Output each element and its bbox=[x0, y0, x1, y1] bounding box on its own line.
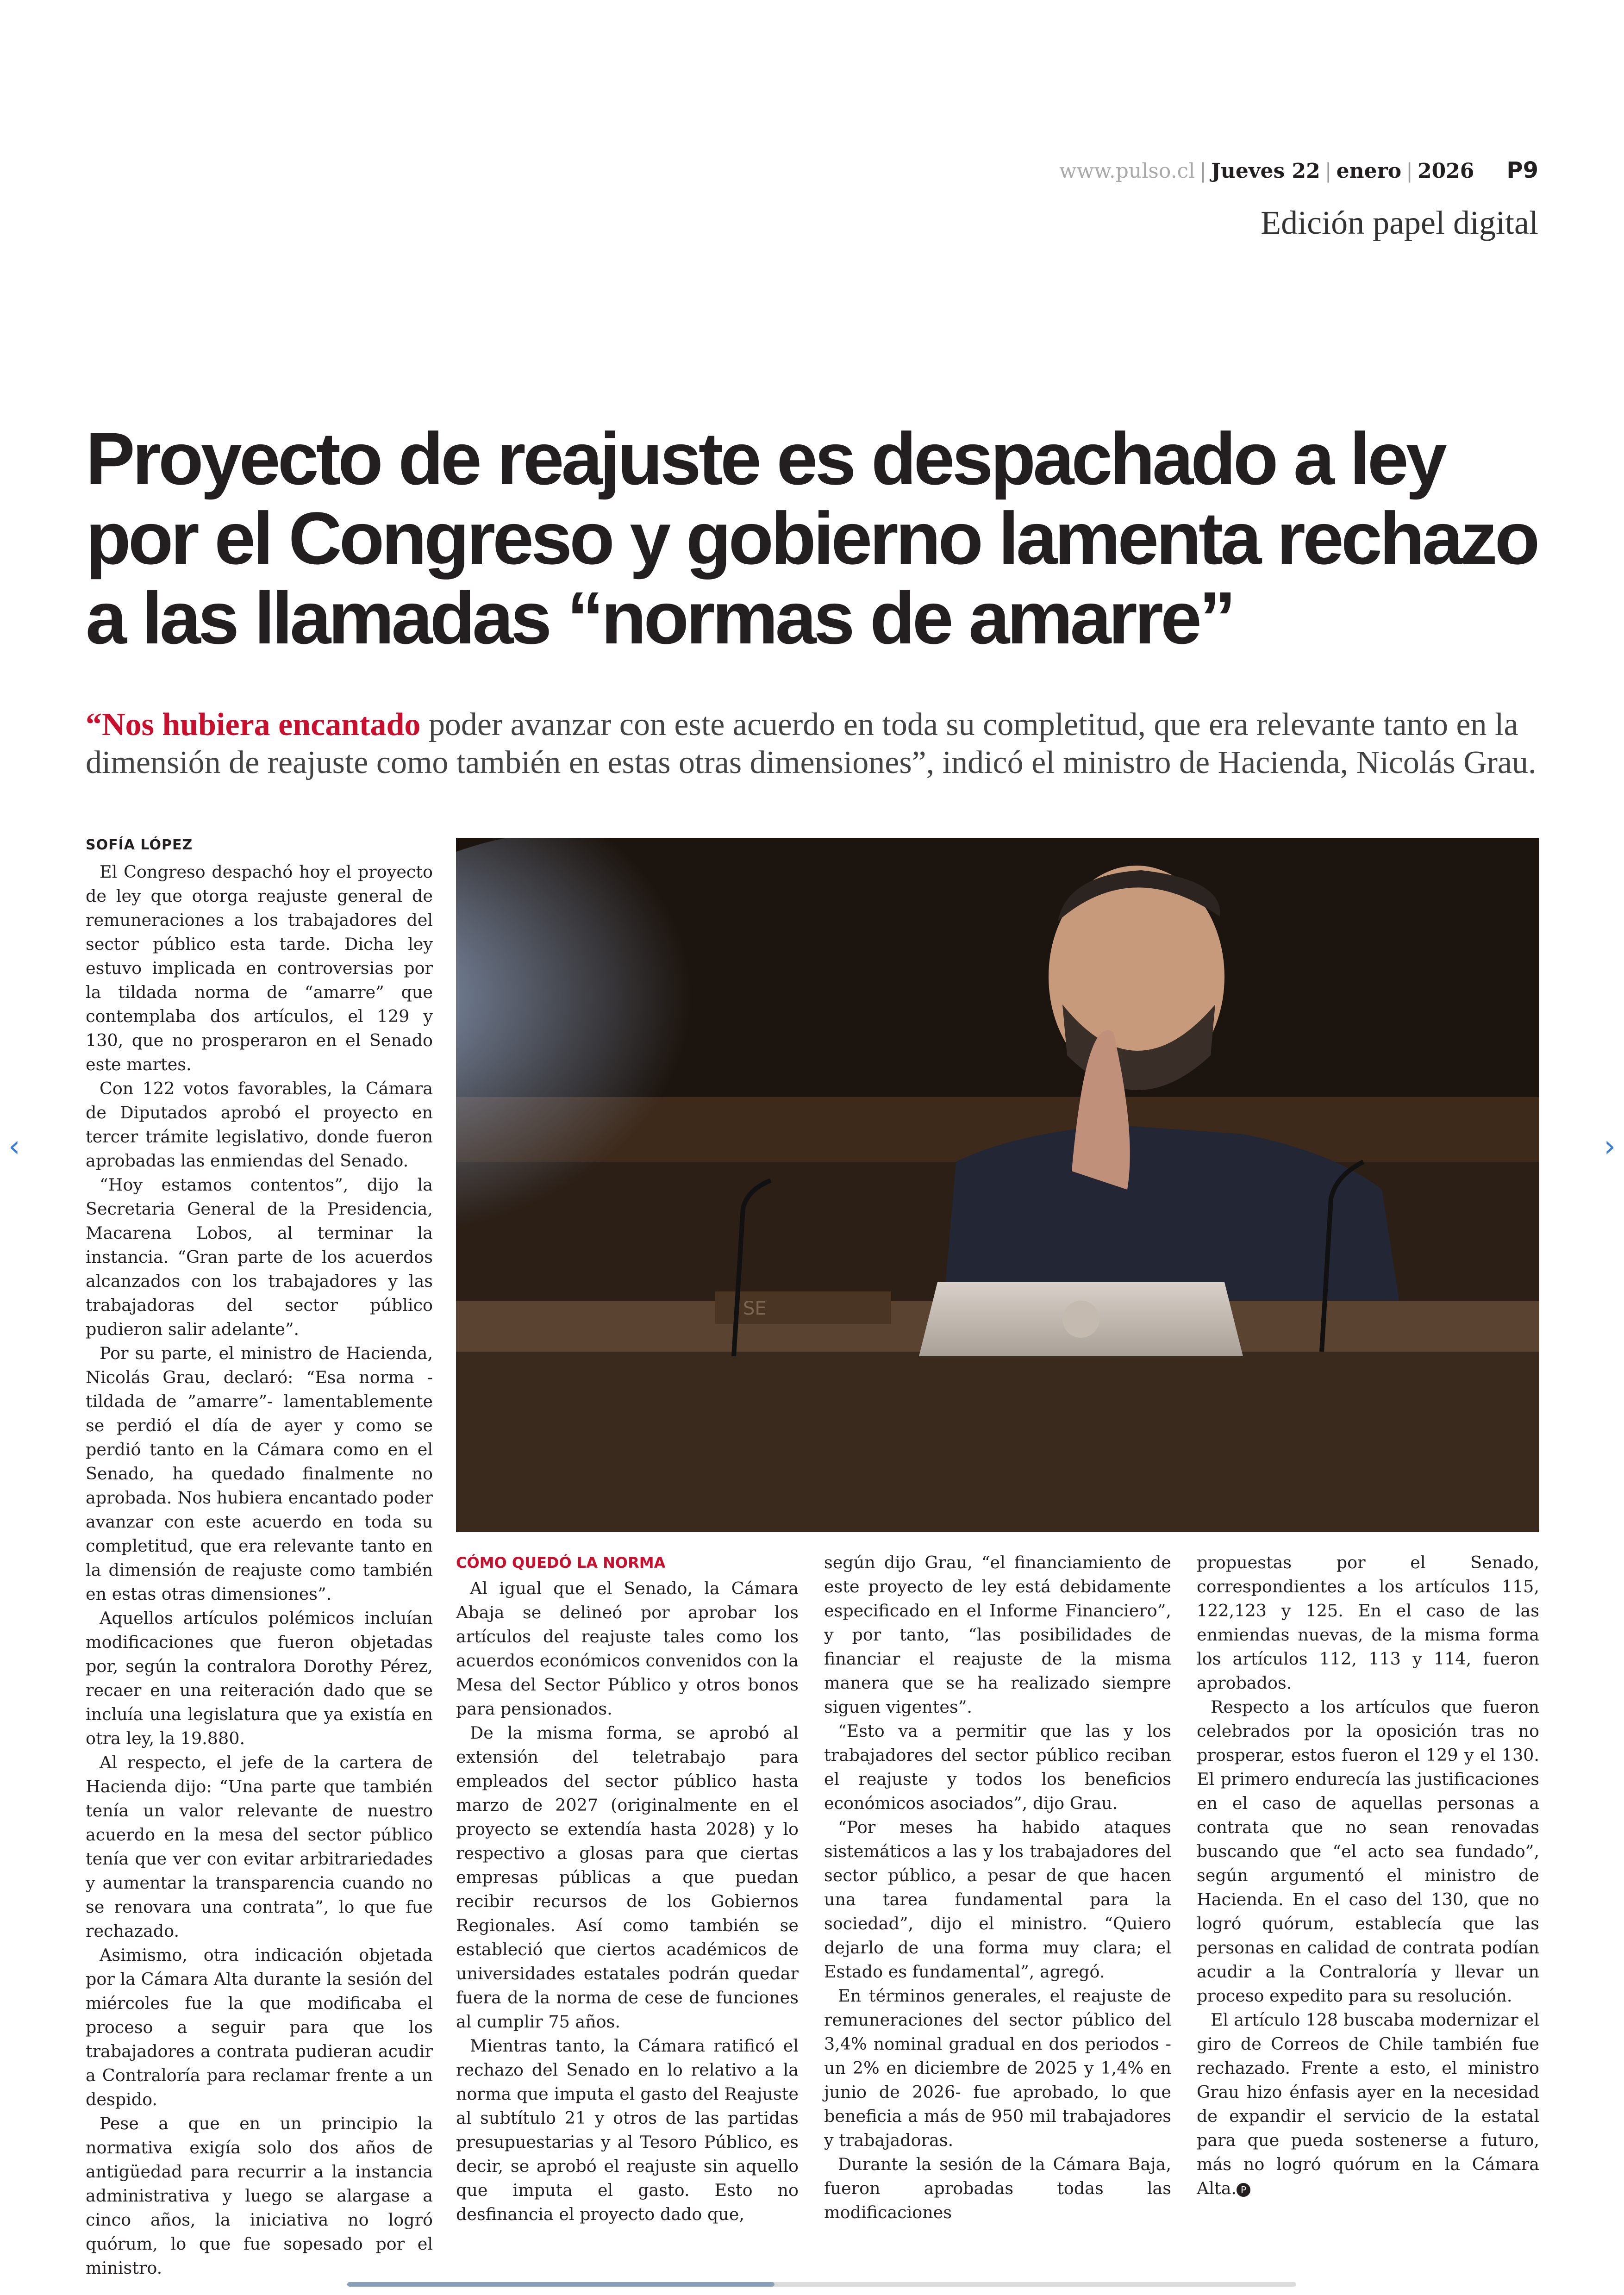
headline: Proyecto de reajuste es despachado a ley por el Congreso y gobierno lamenta rechazo a las llamadas “normas de amarre” bbox=[86, 417, 1537, 659]
paragraph: Durante la sesión de la Cámara Baja, fueron aprobadas todas las modificaciones bbox=[824, 2154, 1171, 2222]
article-column-4 bbox=[1197, 1551, 1539, 2201]
paragraph: según dijo Grau, “el financiamiento de este proyecto de ley está debidamente especificado en el Informe Financiero”, y por tanto, “las posibilidades de financiar el reajuste de la misma manera que se ha realizado siempre siguen vigentes”. bbox=[824, 1553, 1171, 1717]
paragraph: “Hoy estamos contentos”, dijo la Secretaria General de la Presidencia, Macarena Lobos, al terminar la instancia. “Gran parte de los acuerdos alcanzados con los trabajadores y las trabajadoras del sector público pudieron salir adelante”. bbox=[86, 1175, 433, 1339]
end-mark-icon: P bbox=[1237, 2183, 1250, 2197]
site-url[interactable]: www.pulso.cl bbox=[1059, 159, 1195, 183]
edition-label: Edición papel digital bbox=[1261, 204, 1538, 241]
section-subhead: CÓMO QUEDÓ LA NORMA bbox=[456, 1554, 666, 1572]
article-column-2 bbox=[456, 1551, 799, 2226]
article-photo bbox=[456, 838, 1539, 1532]
dek bbox=[86, 706, 1542, 782]
paragraph: “Por meses ha habido ataques sistemáticos a las y los trabajadores del sector público, a pesar de que hacen una tarea fundamental para la sociedad”, dijo el ministro. “Quiero dejarlo de una forma muy clara; el Estado es fundamental”, agregó. bbox=[824, 1817, 1171, 1982]
paragraph: Asimismo, otra indicación objetada por la Cámara Alta durante la sesión del miércoles fue la que modificaba el proceso a seguir para que los trabajadores a contrata pudieran acudir a Contraloría para reclamar frente a un despido. bbox=[86, 1945, 433, 2109]
header-month: enero bbox=[1336, 159, 1402, 183]
scrollbar-thumb[interactable] bbox=[347, 2282, 775, 2287]
paragraph: Al igual que el Senado, la Cámara Abaja se delineó por aprobar los artículos del reajuste tales como los acuerdos económicos convenidos con la Mesa del Sector Público y otros bonos para pensionados. bbox=[456, 1578, 799, 1719]
photo-illustration bbox=[456, 838, 1539, 1532]
dek-text: poder avanzar con este acuerdo en toda su completitud, que era relevante tanto en la dimensión de reajuste como también en estas otras dimensiones”, indicó el ministro de Hacienda, Nicolás Grau. bbox=[86, 707, 1537, 780]
page-number: P9 bbox=[1506, 157, 1538, 183]
paragraph: El Congreso despachó hoy el proyecto de ley que otorga reajuste general de remuneraciones a los trabajadores del sector público esta tarde. Dicha ley estuvo implicada en controversias por la tildada norma de “amarre” que contemplaba dos artículos, el 129 y 130, que no prosperaron en el Senado este martes. bbox=[86, 862, 433, 1074]
paragraph-text: El artículo 128 buscaba modernizar el giro de Correos de Chile también fue rechazado. Frente a esto, el ministro Grau hizo énfasis ayer en la necesidad de expandir el servicio de la estatal para que pueda sostenerse a futuro, más no logró quórum en la Cámara Alta. bbox=[1197, 2010, 1539, 2198]
next-page-button[interactable]: › bbox=[1604, 1129, 1616, 1164]
header-dateline: www.pulso.cl | Jueves 22 | enero | 2026 P9 bbox=[1059, 157, 1538, 183]
paragraph: Por su parte, el ministro de Hacienda, Nicolás Grau, declaró: “Esa norma -tildada de ”amarre”- lamentablemente se perdió el día de ayer y como se perdió tanto en la Cámara como en el Senado, ha quedado finalmente no aprobada. Nos hubiera encantado poder avanzar con este acuerdo en toda su completitud, que era relevante tanto en la dimensión de reajuste como también en estas otras dimensiones”. bbox=[86, 1343, 433, 1604]
paragraph: “Esto va a permitir que las y los trabajadores del sector público reciban el reajuste y todos los beneficios económicos asociados”, dijo Grau. bbox=[824, 1721, 1171, 1813]
paragraph: Respecto a los artículos que fueron celebrados por la oposición tras no prosperar, estos fueron el 129 y el 130. El primero endurecía las justificaciones en el caso de aquellas personas a contrata que no sean renovadas buscando que “el acto sea fundado”, según argumentó el ministro de Hacienda. En el caso del 130, que no logró quórum, establecía que las personas en calidad de contrata podían acudir a la Contraloría y llevar un proceso expedito para su resolución. bbox=[1197, 1697, 1539, 2006]
byline: SOFÍA LÓPEZ bbox=[86, 837, 193, 853]
dek-highlight: “Nos hubiera encantado bbox=[86, 707, 421, 742]
paragraph: Aquellos artículos polémicos incluían modificaciones que fueron objetadas por, según la contralora Dorothy Pérez, recaer en una reiteración dado que se incluía una legislatura que ya existía en otra ley, la 19.880. bbox=[86, 1608, 433, 1748]
paragraph: Mientras tanto, la Cámara ratificó el rechazo del Senado en lo relativo a la norma que imputa el gasto del Reajuste al subtítulo 21 y otros de las partidas presupuestarias y al Tesoro Público, es decir, se aprobó el reajuste sin aquello que imputa el gasto. Esto no desfinancia el proyecto dado que, bbox=[456, 2036, 799, 2224]
article-column-3 bbox=[824, 1551, 1171, 2225]
paragraph: En términos generales, el reajuste de remuneraciones del sector público del 3,4% nominal gradual en dos periodos -un 2% en diciembre de 2025 y 1,4% en junio de 2026- fue aprobado, lo que beneficia a más de 950 mil trabajadores y trabajadoras. bbox=[824, 1986, 1171, 2150]
header-year: 2026 bbox=[1417, 159, 1474, 183]
paragraph: Al respecto, el jefe de la cartera de Hacienda dijo: “Una parte que también tenía un valor relevante de nuestro acuerdo en la mesa del sector público tenía que ver con evitar arbitrariedades y aumentar la transparencia cuando no se renovara una contrata”, lo que fue rechazado. bbox=[86, 1752, 433, 1941]
paragraph: Con 122 votos favorables, la Cámara de Diputados aprobó el proyecto en tercer trámite legislativo, donde fueron aprobadas las enmiendas del Senado. bbox=[86, 1079, 433, 1171]
horizontal-scrollbar[interactable] bbox=[347, 2282, 1296, 2287]
paragraph: propuestas por el Senado, correspondientes a los artículos 115, 122,123 y 125. En el caso de las enmiendas nuevas, de la misma forma los artículos 112, 113 y 114, fueron aprobados. bbox=[1197, 1553, 1539, 1693]
article-column-1 bbox=[86, 833, 433, 2280]
prev-page-button[interactable]: ‹ bbox=[8, 1129, 20, 1164]
paragraph: De la misma forma, se aprobó al extensión del teletrabajo para empleados del sector público hasta marzo de 2027 (originalmente en el proyecto se extendía hasta 2028) y lo respectivo a glosas para que ciertas empresas públicas a que puedan recibir recursos de los Gobiernos Regionales. Así como también se estableció que ciertos académicos de universidades estatales podrán quedar fuera de la norma de cese de funciones al cumplir 75 años. bbox=[456, 1723, 799, 2032]
paragraph: Pese a que en un principio la normativa exigía solo dos años de antigüedad para recurrir a la instancia administrativa y luego se alargase a cinco años, la iniciativa no logró quórum, lo que fue sopesado por el ministro. bbox=[86, 2114, 433, 2278]
paragraph bbox=[1197, 2008, 1539, 2201]
header-day: Jueves 22 bbox=[1211, 159, 1320, 183]
desk-sign-label: SE bbox=[743, 1298, 767, 1319]
